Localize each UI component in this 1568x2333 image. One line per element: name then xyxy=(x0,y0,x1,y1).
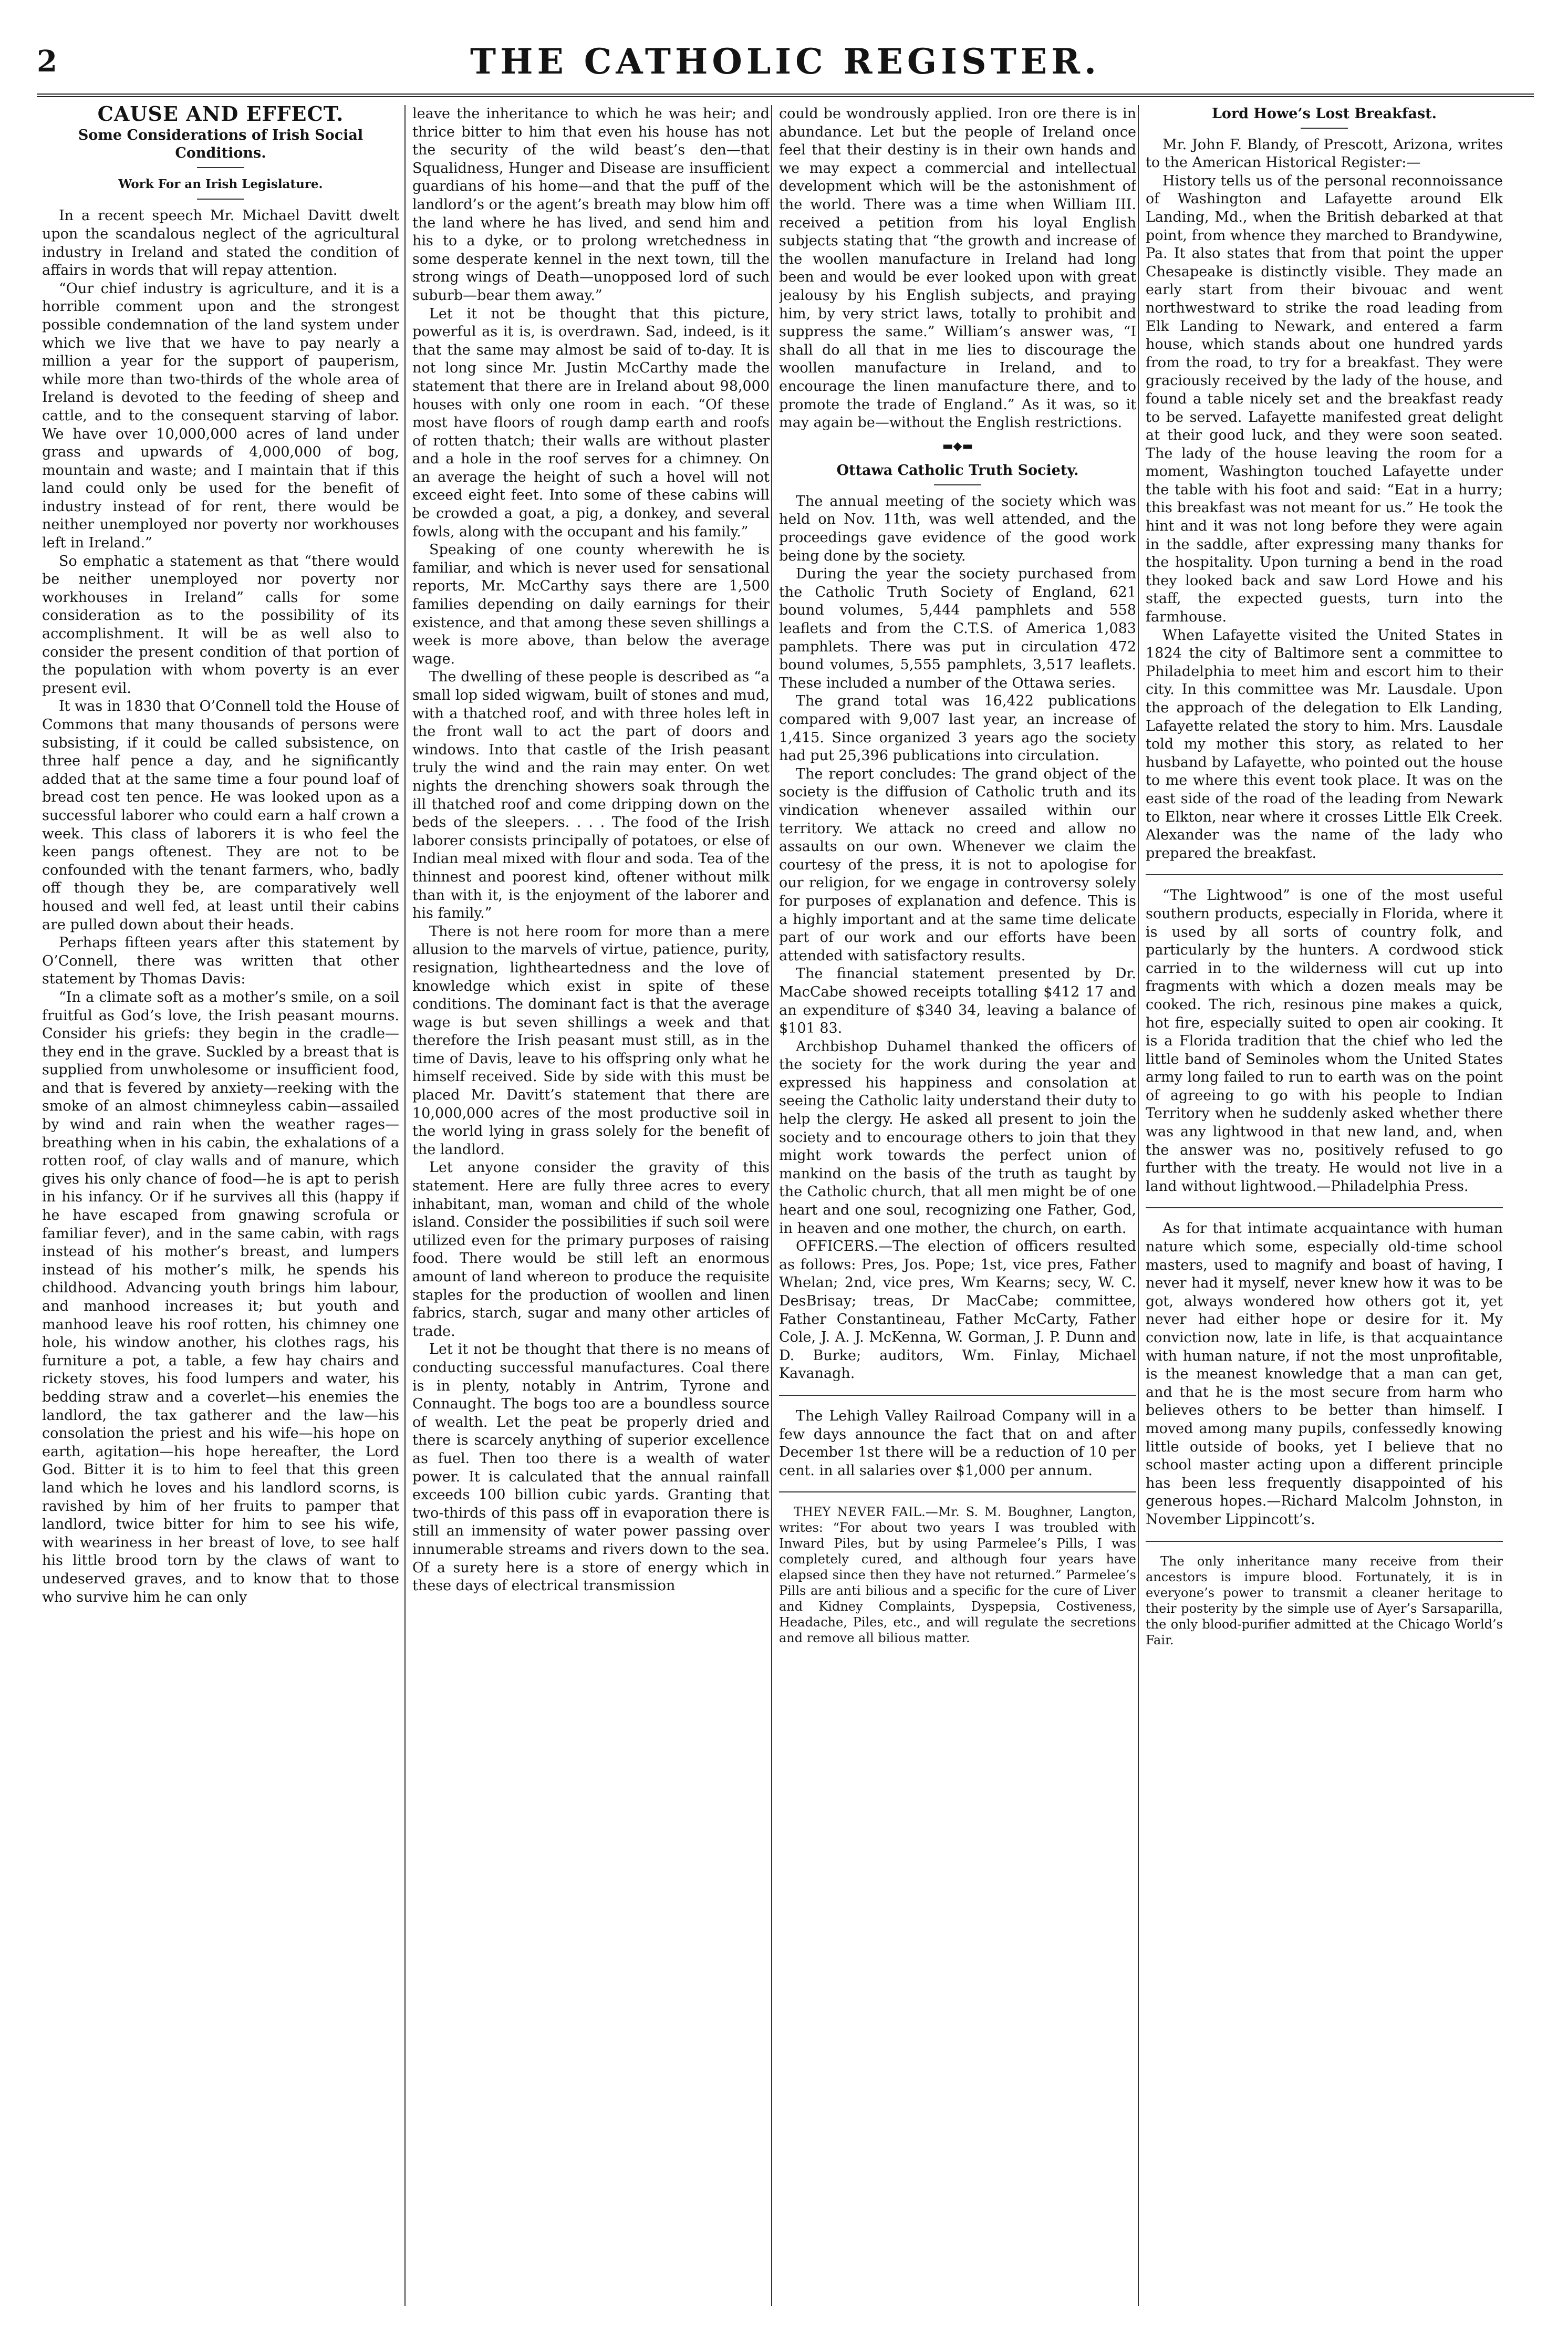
column-rule-2 xyxy=(771,105,772,2306)
section-rule xyxy=(1146,874,1503,875)
section-rule xyxy=(779,1491,1136,1492)
paragraph-lehigh: The Lehigh Valley Railroad Company will in a few days announce the fact that on and after December 1st there will be a reduction of 10 per cent. in all salaries over $1,000 per annum. xyxy=(779,1407,1136,1479)
short-rule xyxy=(197,199,244,200)
paragraph: Let anyone consider the gravity of this statement. Here are fully three acres to every inhabitant, man, woman and child of the whole island. Consider the possibilities if such soil were utilized even for the primary purposes of raising food. There would be still left an enormous amount of land whereon to produce the requisite staples for the production of woollen and linen fabrics, starch, sugar and many other articles of trade. xyxy=(412,1159,770,1340)
paragraph-human-nature: As for that intimate acquaintance with human nature which some, especially old-time school masters, used to magnify and boast of having, I never had it myself, never knew how it was to be got, always wondered how others got it, yet never had either hope or desire for it. My conviction now, late in life, is that acquaintance with human nature, if not the most unprofitable, is the meanest knowledge that a man can get, and that he is the most secure from harm who believes others to be better than himself. I moved among many pupils, confessedly knowing little outside of books, yet I believe that no school master acting upon a different principle has been less frequently disappointed of his generous hopes.—Richard Malcolm Johnston, in November Lippincott’s. xyxy=(1146,1220,1503,1528)
masthead-rule xyxy=(37,94,1534,97)
column-rule-1 xyxy=(404,105,406,2306)
paragraph: So emphatic a statement as that “there would be neither unemployed nor poverty nor workhouses in Ireland” calls for some consideration as to the possibility of its accomplishment. It will be as well also to consider the present condition of that portion of the population with whom poverty is an ever present evil. xyxy=(42,553,399,697)
paragraph: The financial statement presented by Dr. MacCabe showed receipts totalling $412 17 and an expenditure of $340 34, leaving a balance of $101 83. xyxy=(779,966,1136,1037)
ad-text: THEY NEVER FAIL.—Mr. S. M. Boughner, Langton, writes: “For about two years I was troubled with Inward Piles, but by using Parmelee’s Pills, I was completely cured, and although four years have elapsed since then they have not returned.” Parmelee’s Pills are anti bilious and a specific for the cure of Liver and Kidney Complaints, Dyspepsia, Costiveness, Headache, Piles, etc., and will regulate the secretions and remove all bilious matter. xyxy=(779,1505,1136,1646)
paragraph: The annual meeting of the society which was held on Nov. 11th, was well attended, and the proceedings gave evidence of the good work being done by the society. xyxy=(779,493,1136,564)
paragraph: could be wondrously applied. Iron ore there is in abundance. Let but the people of Ireland once feel that their destiny is in their own hands and we may expect a commercial and intellectual development which will be the astonishment of the world. There was a time when William III. received a petition from his loyal English subjects stating that “the growth and increase of the woollen manufacture in Ireland had long been and would be ever looked upon with great jealousy by his English subjects, and praying him, by very strict laws, totally to prohibit and suppress the same.” William’s answer was, “I shall do all that in me lies to discourage the woollen manufacture in Ireland, and to encourage the linen manufacture there, and to promote the trade of England.” As it was, so it may again be—without the English restrictions. xyxy=(779,106,1136,431)
article-title-cause-and-effect: CAUSE AND EFFECT. xyxy=(97,105,344,126)
article-title-ottawa-society: Ottawa Catholic Truth Society. xyxy=(836,462,1079,479)
paragraph: Let it not be thought that there is no means of conducting successful manufactures. Coal there is in plenty, notably in Antrim, Tyrone and Connaught. The bogs too are a boundless source of wealth. Let the peat be properly dried and there is scarcely anything of superior excellence as fuel. Then too there is a wealth of water power. It is calculated that the annual rainfall exceeds 100 billion cubic yards. Granting that two-thirds of this pass off in evaporation there is still an immensity of water power passing over innumerable streams and rivers down to the sea. Of a surety here is a store of energy which in these days of electrical transmission xyxy=(412,1341,770,1594)
paragraph: During the year the society purchased from the Catholic Truth Society of England, 621 bound volumes, 5,444 pamphlets and 558 leaflets and from the C.T.S. of America 1,083 pamphlets. There was put in circulation 472 bound volumes, 5,555 pamphlets, 3,517 leaflets. These included a number of the Ottawa series. xyxy=(779,566,1136,691)
paragraph: The dwelling of these people is described as “a small lop sided wigwam, built of stones and mud, with a thatched roof, and with three holes left in the front wall to act the part of doors and windows. Into that castle of the Irish peasant truly the wind and the rain may enter. On wet nights the drenching showers soak through the ill thatched roof and come dripping down on the beds of the sleepers. . . . The food of the Irish laborer consists principally of potatoes, or else of Indian meal mixed with flour and soda. Tea of the thinnest and poorest kind, oftener without milk than with it, is the enjoyment of the laborer and his family.” xyxy=(412,669,770,922)
column-rule-3 xyxy=(1138,105,1139,2306)
column-2 xyxy=(412,105,770,2311)
article-title-lord-howe: Lord Howe’s Lost Breakfast. xyxy=(1211,106,1437,122)
short-rule xyxy=(197,167,244,168)
paragraph: The grand total was 16,422 publications compared with 9,007 last year, an increase of 1,415. Since organized 3 years ago the society had put 25,396 publications into circulation. xyxy=(779,693,1136,764)
paragraph: OFFICERS.—The election of officers resulted as follows: Pres, Jos. Pope; 1st, vice pres, Father Whelan; 2nd, vice pres, Wm Kearns; secy, W. C. DesBrisay; treas, Dr MacCabe; committee, Father Constantineau, Father McCarty, Father Cole, J. A. J. McKenna, W. Gorman, J. P. Dunn and D. Burke; auditors, Wm. Finlay, Michael Kavanagh. xyxy=(779,1238,1136,1382)
newspaper-title: THE CATHOLIC REGISTER. xyxy=(470,41,1100,82)
paragraph: When Lafayette visited the United States in 1824 the city of Baltimore sent a committee to Philadelphia to meet him and escort him to their city. In this committee was Mr. Lausdale. Upon the approach of the delegation to Elk Landing, Lafayette related the story to him. Mrs. Lausdale told my mother this story, as related to her husband by Lafayette, who pointed out the house to me where this event took place. It was on the east side of the road of the leading from Newark to Elkton, near where it crosses Little Elk Creek. Alexander was the name of the lady who prepared the breakfast. xyxy=(1146,627,1503,862)
article-subtitle: Some Considerations of Irish Social Conditions. xyxy=(78,127,364,162)
page-number: 2 xyxy=(37,44,57,79)
paragraph: Let it not be thought that this picture, powerful as it is, is overdrawn. Sad, indeed, is it that the same may almost be said of to-day. It is not long since Mr. Justin McCarthy made the statement that there are in Ireland about 98,000 houses with only one room in each. “Of these most have floors of rough damp earth and roofs of rotten thatch; their walls are without plaster and a hole in the roof serves for a chimney. On an average the height of such a hovel will not exceed eight feet. Into some of these cabins will be crowded a goat, a pig, a donkey, and several fowls, along with the occupant and his family.” xyxy=(412,305,770,540)
short-rule xyxy=(934,484,981,485)
paragraph: Speaking of one county wherewith he is familiar, and which is never used for sensational reports, Mr. McCarthy says there are 1,500 families depending on daily earnings for their existence, and that among these seven shillings a week is more above, than below the average wage. xyxy=(412,542,770,667)
article-kicker: Work For an Irish Legislature. xyxy=(118,177,323,191)
paragraph: leave the inheritance to which he was heir; and thrice bitter to him that even his house has not the security of the wild beast’s den—that Squalidness, Hunger and Disease are insufficient guardians of his home—and that the puff of the landlord’s or the agent’s breath may blow him off the land where he has lived, and send him and his to a dyke, or to prolong wretchedness in some desperate kennel in the next town, till the strong wings of Death—unopposed lord of such suburb—bear them away.” xyxy=(412,106,770,304)
section-rule xyxy=(1146,1541,1503,1542)
column-4 xyxy=(1146,105,1503,2311)
paragraph: Perhaps fifteen years after this statement by O’Connell, there was written that other statement by Thomas Davis: xyxy=(42,935,399,988)
paragraph: The report concludes: The grand object of the society is the diffusion of Catholic truth and its vindication whenever assailed within our territory. We attack no creed and allow no assaults on our own. Whenever we claim the courtesy of the press, it is not to apologise for our religion, for we engage in controversy solely for purposes of explanation and defence. This is a highly important and at the same time delicate part of our work and our efforts have been attended with satisfactory results. xyxy=(779,765,1136,964)
advertisement-parmelee xyxy=(779,1504,1136,1646)
column-3 xyxy=(779,105,1136,2311)
paragraph: “Our chief industry is agriculture, and it is a horrible comment upon and the strongest possible condemnation of the land system under which we live that we have to pay nearly a million a year for the support of pauperism, while more than two-thirds of the whole area of Ireland is devoted to the feeding of sheep and cattle, and to the consequent starving of labor. We have over 10,000,000 acres of land under grass and upwards of 4,000,000 of bog, mountain and waste; and I maintain that if this land could only be used for the benefit of industry instead of for rent, there would be neither unemployed nor poverty nor workhouses left in Ireland.” xyxy=(42,280,399,552)
paragraph: It was in 1830 that O’Connell told the House of Commons that many thousands of persons were subsisting, if it could be called subsistence, on three half pence a day, and he significantly added that at the same time a four pound loaf of bread cost ten pence. He was looked upon as a successful laborer who could earn a half crown a week. This class of laborers it is who feel the keen pangs oftenest. They are not to be confounded with the tenant farmers, who, badly off though they be, are comparatively well housed and well fed, at least until their cabins are pulled down about their heads. xyxy=(42,698,399,933)
masthead xyxy=(37,32,1534,89)
advertisement-ayers xyxy=(1146,1553,1503,1648)
ad-text: The only inheritance many receive from their ancestors is impure blood. Fortunately, it is in everyone’s power to transmit a cleaner heritage to their posterity by the simple use of Ayer’s Sarsaparilla, the only blood-purifier admitted at the Chicago World’s Fair. xyxy=(1146,1553,1503,1647)
paragraph: There is not here room for more than a mere allusion to the marvels of virtue, patience, purity, resignation, lightheartedness and the love of knowledge which exist in spite of these conditions. The dominant fact is that the average wage is but seven shillings a week and that therefore the Irish peasant must still, as in the time of Davis, leave to his offspring only what he himself received. Side by side with this must be placed Mr. Davitt’s statement that there are 10,000,000 acres of the most productive soil in the world lying in grass solely for the benefit of the landlord. xyxy=(412,923,770,1158)
paragraph: “In a climate soft as a mother’s smile, on a soil fruitful as God’s love, the Irish peasant mourns. Consider his griefs: they begin in the cradle—they end in the grave. Suckled by a breast that is supplied from unwholesome or insufficient food, and that is fevered by anxiety—reeking with the smoke of an almost chimneyless cabin—assailed by wind and rain when the weather rages—breathing when in his cabin, the exhalations of a rotten roof, of clay walls and of manure, which gives his only chance of food—he is apt to perish in his infancy. Or if he survives all this (happy if he have escaped from gnawing scrofula or familiar fever), and in the same cabin, with rags instead of his mother’s breast, and lumpers instead of his mother’s milk, he spends his childhood. Advancing youth brings him labour, and manhood increases it; but youth and manhood leave his roof rotten, his chimney one hole, his window another, his clothes rags, his furniture a pot, a table, a few hay chairs and rickety stoves, his food lumpers and water, his bedding straw and a coverlet—his enemies the landlord, the tax gatherer and the law—his consolation the priest and his wife—his hope on earth, agitation—his hope hereafter, the Lord God. Bitter it is to him to feel that this green land which he loves and his landlord scorns, is ravished by him of her fruits to pamper that landlord, twice bitter for him to see his wife, with weariness in her breast of love, to see half his little brood torn by the claws of want to undeserved graves, and to know that to those who survive him he can only xyxy=(42,989,399,1605)
ornament-divider: ▬◆▬ xyxy=(942,439,973,453)
paragraph: Archbishop Duhamel thanked the officers of the society for the work during the year and expressed his happiness and consolation at seeing the Catholic laity understand their duty to help the clergy. He asked all present to join the society and to encourage others to join that they might work towards the perfect union of mankind on the basis of the truth as taught by the Catholic church, that all men might be of one heart and one soul, recognizing one Father, God, in heaven and one mother, the church, on earth. xyxy=(779,1038,1136,1237)
paragraph: History tells us of the personal reconnoissance of Washington and Lafayette around Elk Landing, Md., when the British debarked at that point, from whence they marched to Brandywine, Pa. It also states that from that point the upper Chesapeake is distinctly visible. They made an early start from their bivouac and went northwestward to strike the road leading from Elk Landing to Newark, and entered a farm house, which stands about one hundred yards from the road, to try for a breakfast. They were graciously received by the lady of the house, and found a table nicely set and the breakfast ready to be served. Lafayette manifested great delight at their good luck, and they were soon seated. The lady of the house leaving the room for a moment, Washington touched Lafayette under the table with his foot and said: “Eat in a hurry; this breakfast was not meant for us.” He took the hint and it was not long before they were again in the saddle, after expressing many thanks for the hospitality. Upon turning a bend in the road they looked back and saw Lord Howe and his staff, the expected guests, turn into the farmhouse. xyxy=(1146,172,1503,626)
column-1 xyxy=(42,105,399,2311)
paragraph: In a recent speech Mr. Michael Davitt dwelt upon the scandalous neglect of the agricultural industry in Ireland and stated the condition of affairs in words that will repay attention. xyxy=(42,208,399,279)
short-rule xyxy=(1301,128,1348,129)
paragraph: Mr. John F. Blandy, of Prescott, Arizona, writes to the American Historical Register:— xyxy=(1146,136,1503,171)
paragraph-lightwood: “The Lightwood” is one of the most useful southern products, especially in Florida, where it is used by all sorts of country folk, and particularly by the hunters. A cordwood stick carried in to the wilderness will cut up into fragments with which a dozen meals may be cooked. The rich, resinous pine makes a quick, hot fire, especially suited to open air cooking. It is a Florida tradition that the chief who led the little band of Seminoles whom the United States army long failed to run to earth was on the point of agreeing to go with his people to Indian Territory when he suddenly asked whether there was any lightwood in that new land, and, when the answer was no, positively refused to go further with the treaty. He would not live in a land without lightwood.—Philadelphia Press. xyxy=(1146,887,1503,1195)
section-rule xyxy=(779,1395,1136,1396)
section-rule xyxy=(1146,1207,1503,1208)
